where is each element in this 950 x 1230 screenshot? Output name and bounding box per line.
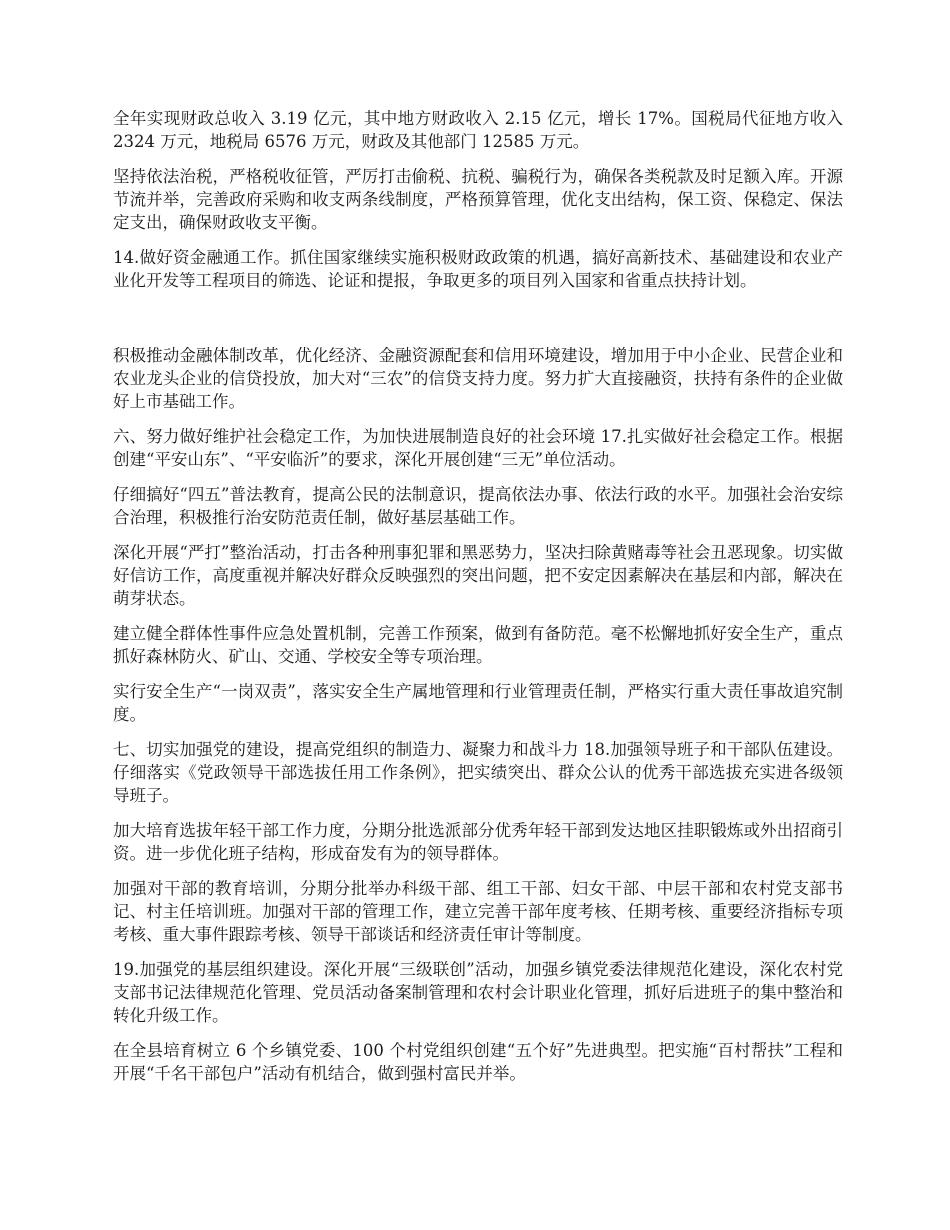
paragraph-cadre-training: 加强对干部的教育培训，分期分批举办科级干部、组工干部、妇女干部、中层干部和农村党支部书记、村主任培训班。加强对干部的管理工作，建立完善干部年度考核、任期考核、重要经济指标专项考核、重大事件跟踪考核、领导干部谈话和经济责任审计等制度。 (113, 879, 843, 944)
paragraph-fiscal-revenue: 全年实现财政总收入 3.19 亿元，其中地方财政收入 2.15 亿元，增长 17%。国税局代征地方收入 2324 万元，地税局 6576 万元，财政及其他部门 12585 万元。 (113, 109, 843, 151)
paragraph-section-six: 六、努力做好维护社会稳定工作，为加快进展制造良好的社会环境 17.扎实做好社会稳定工作。根据创建“平安山东”、“平安临沂”的要求，深化开展创建“三无”单位活动。 (113, 427, 843, 469)
paragraph-legal-education: 仔细搞好“四五”普法教育，提高公民的法制意识，提高依法办事、依法行政的水平。加强社会治安综合治理，积极推行治安防范责任制，做好基层基础工作。 (113, 485, 843, 527)
paragraph-financing-work: 14.做好资金融通工作。抓住国家继续实施积极财政政策的机遇，搞好高新技术、基础建设和农业产业化开发等工程项目的筛选、论证和提报，争取更多的项目列入国家和省重点扶持计划。 (113, 248, 843, 290)
paragraph-young-cadres: 加大培育选拔年轻干部工作力度，分期分批选派部分优秀年轻干部到发达地区挂职锻炼或外出招商引资。进一步优化班子结构，形成奋发有为的领导群体。 (113, 821, 843, 863)
paragraph-financial-reform: 积极推动金融体制改革，优化经济、金融资源配套和信用环境建设，增加用于中小企业、民营企业和农业龙头企业的信贷投放，加大对“三农”的信贷支持力度。努力扩大直接融资，扶持有条件的企业做好上市基础工作。 (113, 346, 843, 411)
paragraph-section-seven: 七、切实加强党的建设，提高党组织的制造力、凝聚力和战斗力 18.加强领导班子和干部队伍建设。仔细落实《党政领导干部选拔任用工作条例》，把实绩突出、群众公认的优秀干部选拔充实进各级领导班子。 (113, 740, 843, 805)
paragraph-strike-hard: 深化开展“严打”整治活动，打击各种刑事犯罪和黑恶势力，坚决扫除黄赌毒等社会丑恶现象。切实做好信访工作，高度重视并解决好群众反映强烈的突出问题，把不安定因素解决在基层和内部，解决在萌芽状态。 (113, 543, 843, 608)
paragraph-emergency-mechanism: 建立健全群体性事件应急处置机制，完善工作预案，做到有备防范。毫不松懈地抓好安全生产，重点抓好森林防火、矿山、交通、学校安全等专项治理。 (113, 624, 843, 666)
paragraph-grassroots-organization: 19.加强党的基层组织建设。深化开展“三级联创”活动，加强乡镇党委法律规范化建设，深化农村党支部书记法律规范化管理、党员活动备案制管理和农村会计职业化管理，抓好后进班子的集中整治和转化升级工作。 (113, 960, 843, 1025)
paragraph-tax-administration: 坚持依法治税，严格税收征管，严厉打击偷税、抗税、骗税行为，确保各类税款及时足额入库。开源节流并举，完善政府采购和收支两条线制度，严格预算管理，优化支出结构，保工资、保稳定、保法定支出，确保财政收支平衡。 (113, 167, 843, 232)
paragraph-safety-responsibility: 实行安全生产“一岗双责”，落实安全生产属地管理和行业管理责任制，严格实行重大责任事故追究制度。 (113, 682, 843, 724)
document-body (113, 107, 843, 1097)
page-gap (113, 304, 843, 344)
paragraph-model-cultivation: 在全县培育树立 6 个乡镇党委、100 个村党组织创建“五个好”先进典型。把实施“百村帮扶”工程和开展“千名干部包户”活动有机结合，做到强村富民并举。 (113, 1041, 843, 1083)
